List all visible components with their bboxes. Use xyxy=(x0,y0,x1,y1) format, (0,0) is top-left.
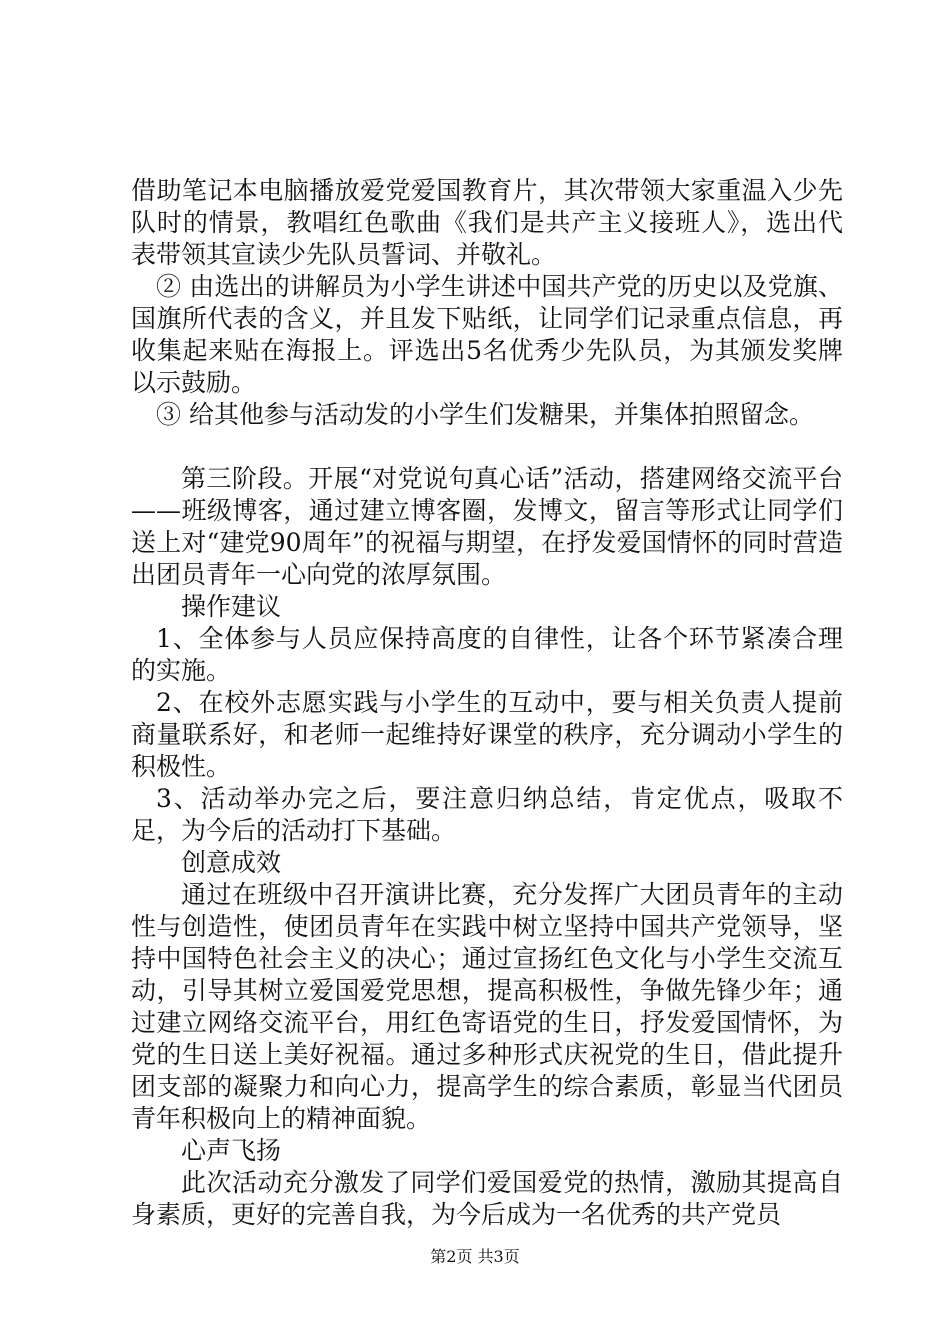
document-body xyxy=(131,175,843,1231)
heading-voices: 心声飞扬 xyxy=(181,1136,282,1165)
paragraph-creative-results: 通过在班级中召开演讲比赛，充分发挥广大团员青年的主动性与创造性，使团员青年在实践中树立坚持中国共产党领导，坚持中国特色社会主义的决心；通过宣扬红色文化与小学生交流互动，引导其树立爱国爱党思想，提高积极性，争做先锋少年；通过建立网络交流平台，用红色寄语党的生日，抒发爱国情怀，为党的生日送上美好祝福。通过多种形式庆祝党的生日，借此提升团支部的凝聚力和向心力，提高学生的综合素质，彰显当代团员青年积极向上的精神面貌。 xyxy=(131,880,843,1133)
paragraph-intro-continuation: 借助笔记本电脑播放爱党爱国教育片，其次带领大家重温入少先队时的情景，教唱红色歌曲《我们是共产主义接班人》，选出代表带领其宣读少先队员誓词、并敬礼。 xyxy=(131,176,843,269)
heading-creative-results: 创意成效 xyxy=(181,848,282,877)
page-footer: 第2页 共3页 xyxy=(430,1247,520,1266)
paragraph-step-3: ③ 给其他参与活动发的小学生们发糖果，并集体拍照留念。 xyxy=(156,400,814,429)
paragraph-suggestion-2: 2、在校外志愿实践与小学生的互动中，要与相关负责人提前商量联系好，和老师一起维持好课堂的秩序，充分调动小学生的积极性。 xyxy=(131,688,843,781)
paragraph-voices: 此次活动充分激发了同学们爱国爱党的热情，激励其提高自身素质，更好的完善自我，为今后成为一名优秀的共产党员 xyxy=(131,1168,843,1229)
paragraph-stage-three: 第三阶段。开展“对党说句真心话”活动，搭建网络交流平台——班级博客，通过建立博客圈，发博文，留言等形式让同学们送上对“建党90周年”的祝福与期望，在抒发爱国情怀的同时营造出团员青年一心向党的浓厚氛围。 xyxy=(131,464,843,589)
paragraph-suggestion-1: 1、全体参与人员应保持高度的自律性，让各个环节紧凑合理的实施。 xyxy=(131,624,843,685)
paragraph-gap xyxy=(131,431,843,463)
heading-operation-suggestions: 操作建议 xyxy=(181,592,282,621)
paragraph-step-2: ② 由选出的讲解员为小学生讲述中国共产党的历史以及党旗、国旗所代表的含义，并且发下贴纸，让同学们记录重点信息，再收集起来贴在海报上。评选出5名优秀少先队员，为其颁发奖牌以示鼓励。 xyxy=(131,272,843,397)
paragraph-suggestion-3: 3、活动举办完之后，要注意归纳总结，肯定优点，吸取不足，为今后的活动打下基础。 xyxy=(131,784,843,845)
